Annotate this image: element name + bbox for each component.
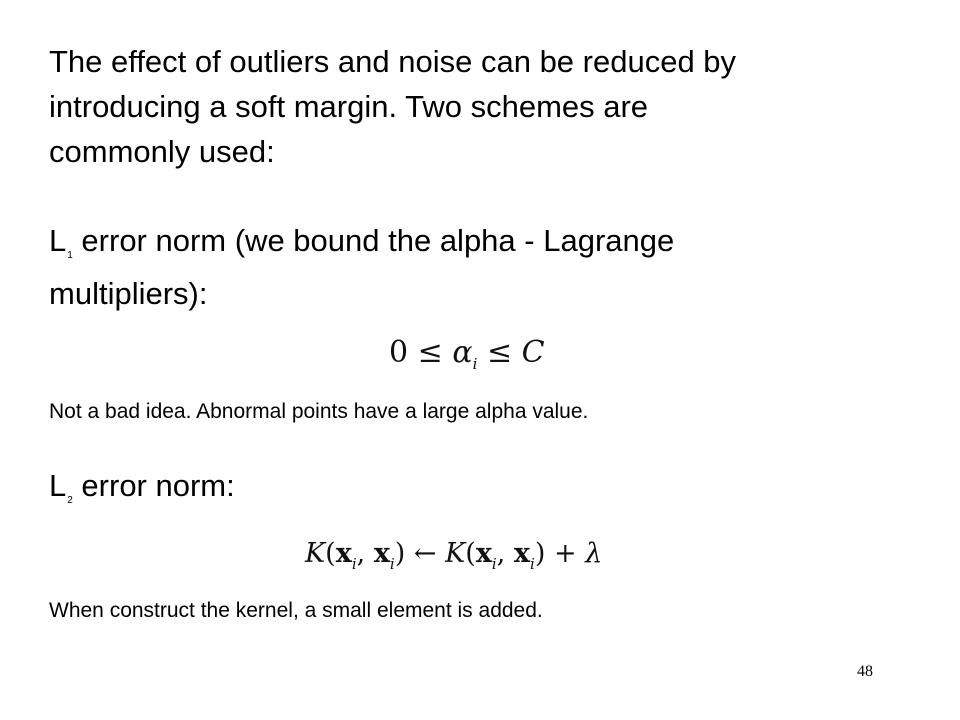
kernel-right-open-paren: ( <box>465 538 476 569</box>
kernel-left-comma: , <box>356 538 374 569</box>
kernel-right-sub-second: i <box>530 555 535 573</box>
formula-less-equal-1: ≤ <box>417 335 443 370</box>
kernel-k-left: K <box>305 538 326 569</box>
l1-heading-text: error norm (we bound the alpha - Lagrange <box>72 223 675 258</box>
kernel-left-close-paren: ) <box>394 538 406 569</box>
kernel-update-formula <box>305 533 602 578</box>
l2-heading-text: error norm: <box>72 468 235 503</box>
kernel-left-sub-second: i <box>389 555 395 573</box>
intro-line-1: The effect of outliers and noise can be reduced by <box>49 44 737 79</box>
l1-letter: L <box>49 223 67 258</box>
kernel-plus: + <box>553 538 577 569</box>
formula-alpha-subscript: i <box>472 355 478 373</box>
page-number: 48 <box>857 663 873 680</box>
l2-letter: L <box>49 468 67 503</box>
intro-paragraph <box>49 39 736 174</box>
kernel-right-sub-first: i <box>491 555 497 573</box>
intro-line-3: commonly used: <box>49 134 275 169</box>
kernel-left-sub-first: i <box>351 555 357 573</box>
kernel-right-comma: , <box>496 538 514 569</box>
l1-subscript: 1 <box>67 250 73 261</box>
kernel-left-x-second: x <box>373 538 390 569</box>
kernel-left-open-paren: ( <box>325 538 336 569</box>
formula-c: C <box>521 335 545 370</box>
l2-note: When construct the kernel, a small element is added. <box>49 599 543 622</box>
l2-error-norm-heading <box>49 463 235 516</box>
l1-note: Not a bad idea. Abnormal points have a large alpha value. <box>49 400 589 423</box>
kernel-left-x-first: x <box>335 538 352 569</box>
formula-zero: 0 <box>389 335 409 370</box>
intro-line-2: introducing a soft margin. Two schemes are <box>49 89 649 124</box>
l1-error-norm-heading <box>49 218 674 316</box>
alpha-bound-formula <box>389 332 545 378</box>
kernel-k-right: K <box>445 538 466 569</box>
l1-heading-line-2: multipliers): <box>49 276 208 311</box>
kernel-right-x-first: x <box>475 538 492 569</box>
kernel-lambda: λ <box>585 538 603 569</box>
l1-heading-line-1 <box>49 218 674 271</box>
kernel-assign-arrow: ← <box>413 538 437 569</box>
kernel-right-x-second: x <box>513 538 531 569</box>
kernel-right-close-paren: ) <box>534 538 546 569</box>
formula-less-equal-2: ≤ <box>486 335 513 370</box>
formula-alpha: α <box>452 335 473 370</box>
l2-subscript: 2 <box>67 495 73 506</box>
